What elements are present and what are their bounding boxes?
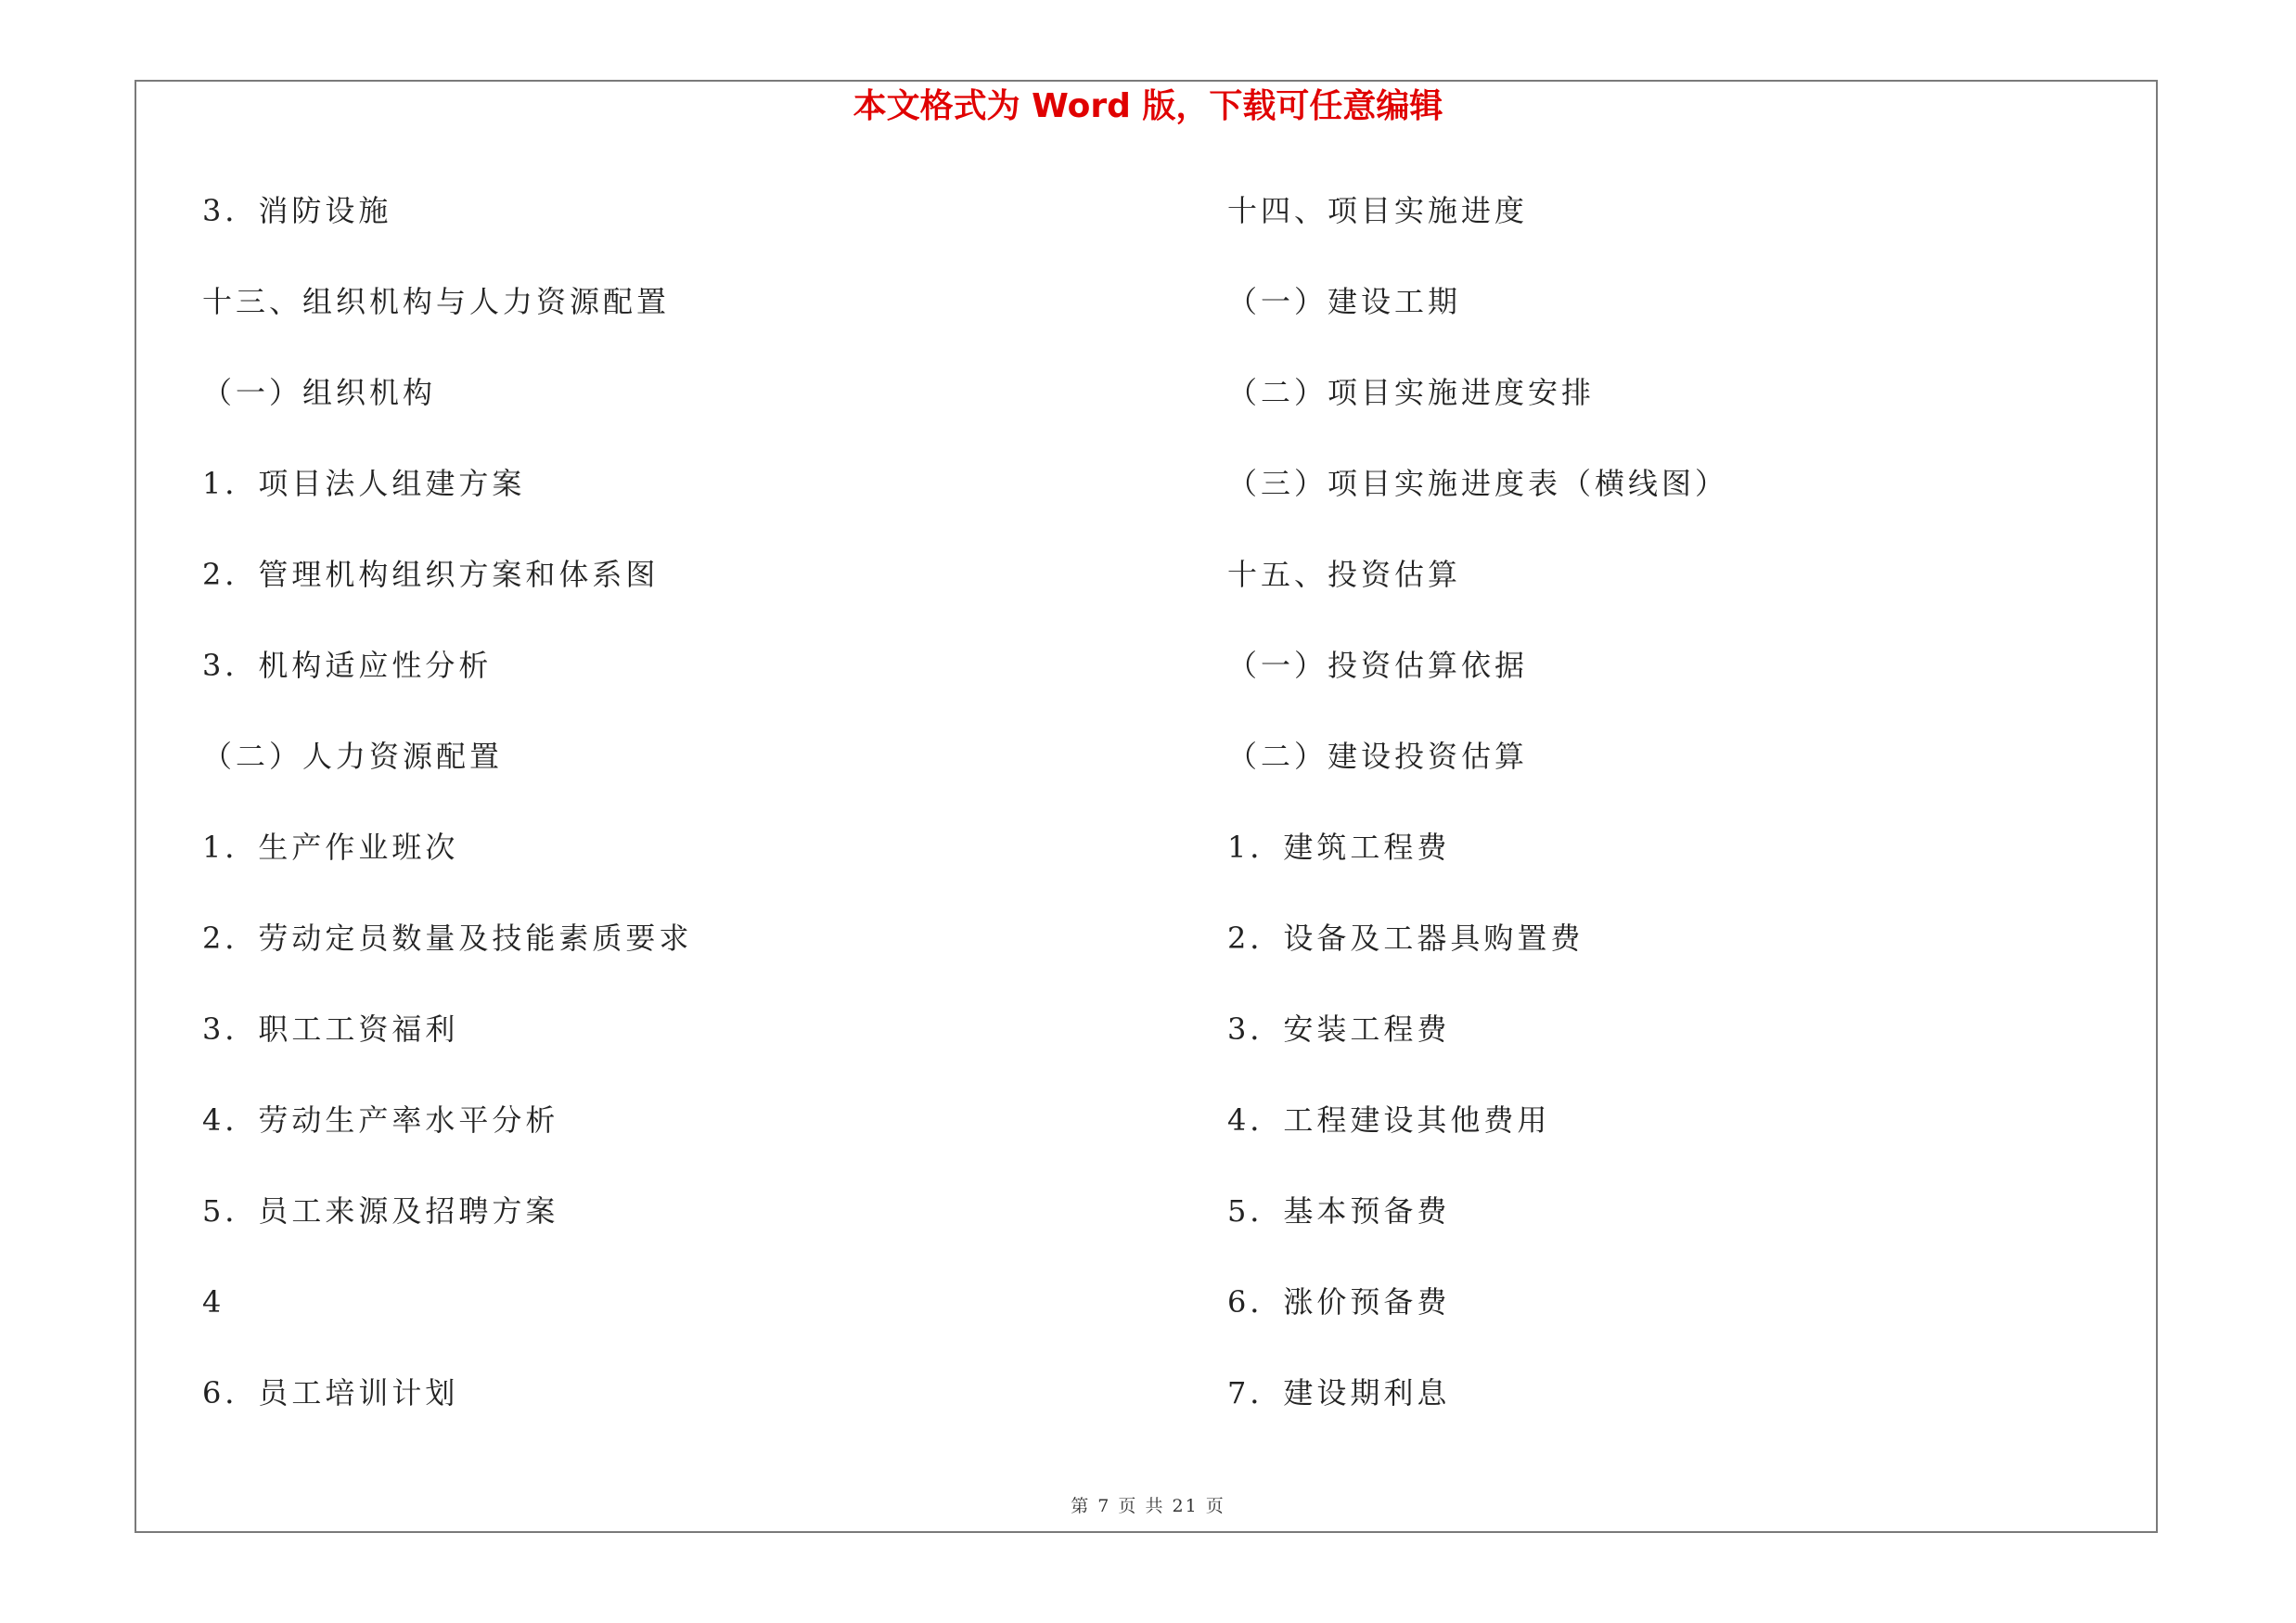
outline-item: （二）建设投资估算	[1227, 739, 1529, 774]
outline-item: 5．基本预备费	[1227, 1193, 1451, 1229]
outline-item: 5．员工来源及招聘方案	[202, 1193, 559, 1229]
left-column-outline	[202, 182, 692, 1455]
outline-item: 4．工程建设其他费用	[1227, 1102, 1551, 1138]
outline-item: 3．消防设施	[202, 193, 392, 228]
outline-item: 3．职工工资福利	[202, 1011, 459, 1047]
outline-item: 6．员工培训计划	[202, 1375, 459, 1410]
outline-item: 十四、项目实施进度	[1227, 193, 1529, 228]
outline-item: 6．涨价预备费	[1227, 1284, 1451, 1320]
outline-item: 2．设备及工器具购置费	[1227, 921, 1584, 956]
outline-item: 4	[202, 1284, 225, 1320]
outline-item: （一）建设工期	[1227, 284, 1462, 319]
outline-item: 2．劳动定员数量及技能素质要求	[202, 921, 693, 956]
outline-item: （三）项目实施进度表（横线图）	[1227, 466, 1729, 501]
outline-item: 3．安装工程费	[1227, 1011, 1451, 1047]
outline-item: 1．生产作业班次	[202, 830, 459, 865]
outline-item: （一）组织机构	[202, 375, 437, 410]
outline-item: 十三、组织机构与人力资源配置	[202, 284, 671, 319]
outline-item: （二）人力资源配置	[202, 739, 504, 774]
outline-item: 1．建筑工程费	[1227, 830, 1451, 865]
outline-item: 7．建设期利息	[1227, 1375, 1451, 1410]
outline-item: （一）投资估算依据	[1227, 648, 1529, 683]
page-number-footer: 第 7 页 共 21 页	[1071, 1496, 1225, 1516]
right-column-outline	[1227, 182, 1728, 1455]
format-banner: 本文格式为 Word 版，下载可任意编辑	[853, 87, 1443, 125]
outline-item: 1．项目法人组建方案	[202, 466, 526, 501]
outline-item: 十五、投资估算	[1227, 557, 1462, 592]
outline-item: （二）项目实施进度安排	[1227, 375, 1596, 410]
outline-item: 4．劳动生产率水平分析	[202, 1102, 559, 1138]
outline-item: 3．机构适应性分析	[202, 648, 493, 683]
outline-item: 2．管理机构组织方案和体系图	[202, 557, 660, 592]
